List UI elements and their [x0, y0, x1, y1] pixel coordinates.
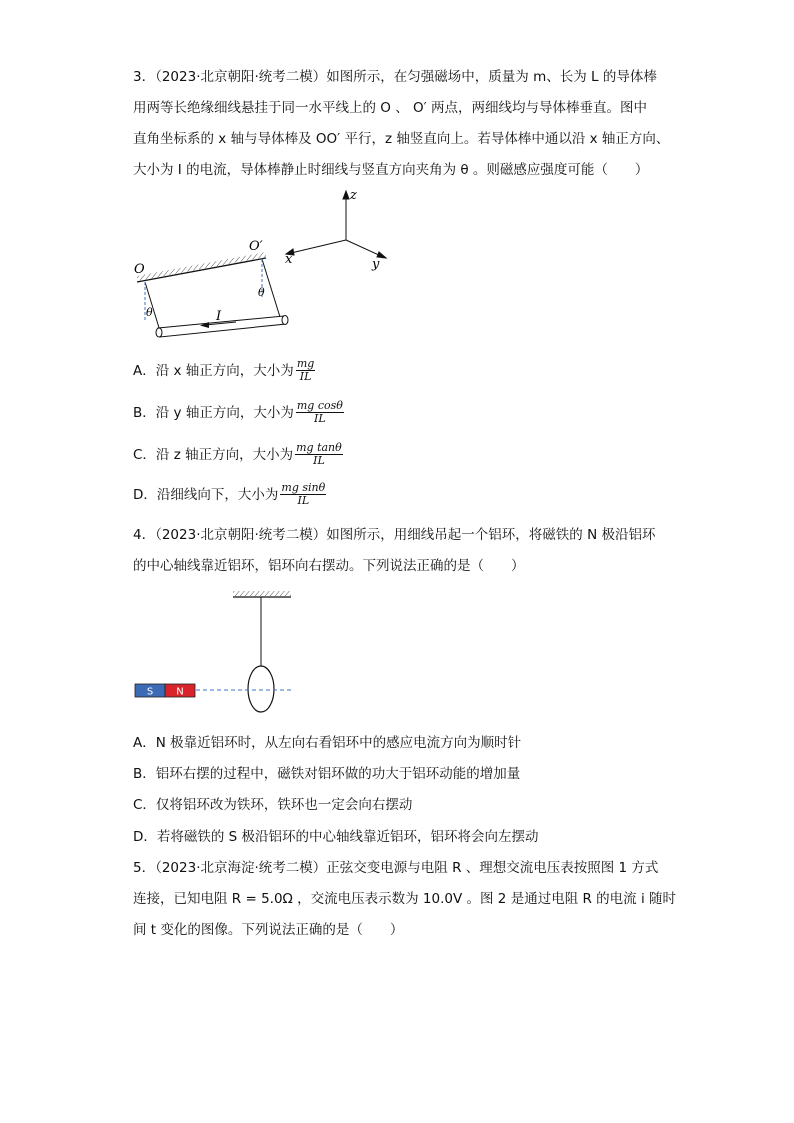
q4-line-2: 的中心轴线靠近铝环，铝环向右摆动。下列说法正确的是（ ） — [133, 558, 525, 574]
q3-line-4: 大小为 I 的电流，导体棒静止时细线与竖直方向夹角为 θ 。则磁感应强度可能（ ） — [133, 162, 649, 178]
numerator: mg tanθ — [296, 441, 342, 454]
label-theta-left: θ — [146, 306, 153, 319]
q4-line-1: 4．（2023·北京朝阳·统考二模）如图所示，用细线吊起一个铝环，将磁铁的 N 极沿铝环 — [133, 527, 656, 543]
denominator: IL — [297, 494, 310, 507]
label-axis-y: y — [372, 257, 380, 272]
q3-option-b-text: B．沿 y 轴正方向，大小为 — [133, 404, 294, 421]
label-axis-x: x — [285, 252, 293, 267]
q3-line-3: 直角坐标系的 x 轴与导体棒及 OO′ 平行，z 轴竖直向上。若导体棒中通以沿 x 轴正方向、 — [133, 131, 670, 147]
denominator: IL — [299, 370, 312, 383]
q3-line-1: 3．（2023·北京朝阳·统考二模）如图所示，在匀强磁场中，质量为 m、长为 L 的导体棒 — [133, 69, 657, 85]
q5-line-1: 5．（2023·北京海淀·统考二模）正弦交变电源与电阻 R 、理想交流电压表按照图 1 方式 — [133, 860, 659, 876]
numerator: mg cosθ — [296, 399, 343, 412]
denominator: IL — [313, 454, 325, 467]
q5-line-2: 连接，已知电阻 R = 5.0Ω ，交流电压表示数为 10.0V 。图 2 是通过电阻 R 的电流 i 随时 — [133, 891, 676, 907]
numerator: mg — [296, 357, 315, 370]
magnet-s-label: S — [146, 686, 154, 698]
q4-option-b[interactable]: B．铝环右摆的过程中，磁铁对铝环做的功大于铝环动能的增加量 — [133, 766, 521, 782]
q3-line-2: 用两等长绝缘细线悬挂于同一水平线上的 O 、 O′ 两点，两细线均与导体棒垂直。图中 — [133, 100, 647, 116]
q4-option-a[interactable]: A．N 极靠近铝环时，从左向右看铝环中的感应电流方向为顺时针 — [133, 735, 522, 751]
label-O-prime: O′ — [249, 239, 263, 254]
q3-option-c-text: C．沿 z 轴正方向，大小为 — [133, 446, 294, 463]
q4-option-c[interactable]: C．仅将铝环改为铁环，铁环也一定会向右摆动 — [133, 797, 413, 813]
ceiling-bar — [233, 591, 291, 597]
q3-option-d-text: D．沿细线向下，大小为 — [133, 486, 279, 503]
q4-option-d[interactable]: D．若将磁铁的 S 极沿铝环的中心轴线靠近铝环，铝环将会向左摆动 — [133, 829, 539, 845]
label-current-I: I — [216, 309, 222, 324]
q5-line-3: 间 t 变化的图像。下列说法正确的是（ ） — [133, 922, 404, 938]
q3-option-a-text: A．沿 x 轴正方向，大小为 — [133, 362, 294, 379]
magnet-n-label: N — [176, 686, 184, 698]
denominator: IL — [314, 412, 326, 425]
bar-magnet — [135, 684, 195, 698]
numerator: mg sinθ — [281, 481, 326, 494]
label-theta-right: θ — [258, 286, 265, 299]
label-O: O — [134, 262, 145, 277]
label-axis-z: z — [350, 188, 357, 203]
aluminum-ring — [248, 666, 274, 712]
